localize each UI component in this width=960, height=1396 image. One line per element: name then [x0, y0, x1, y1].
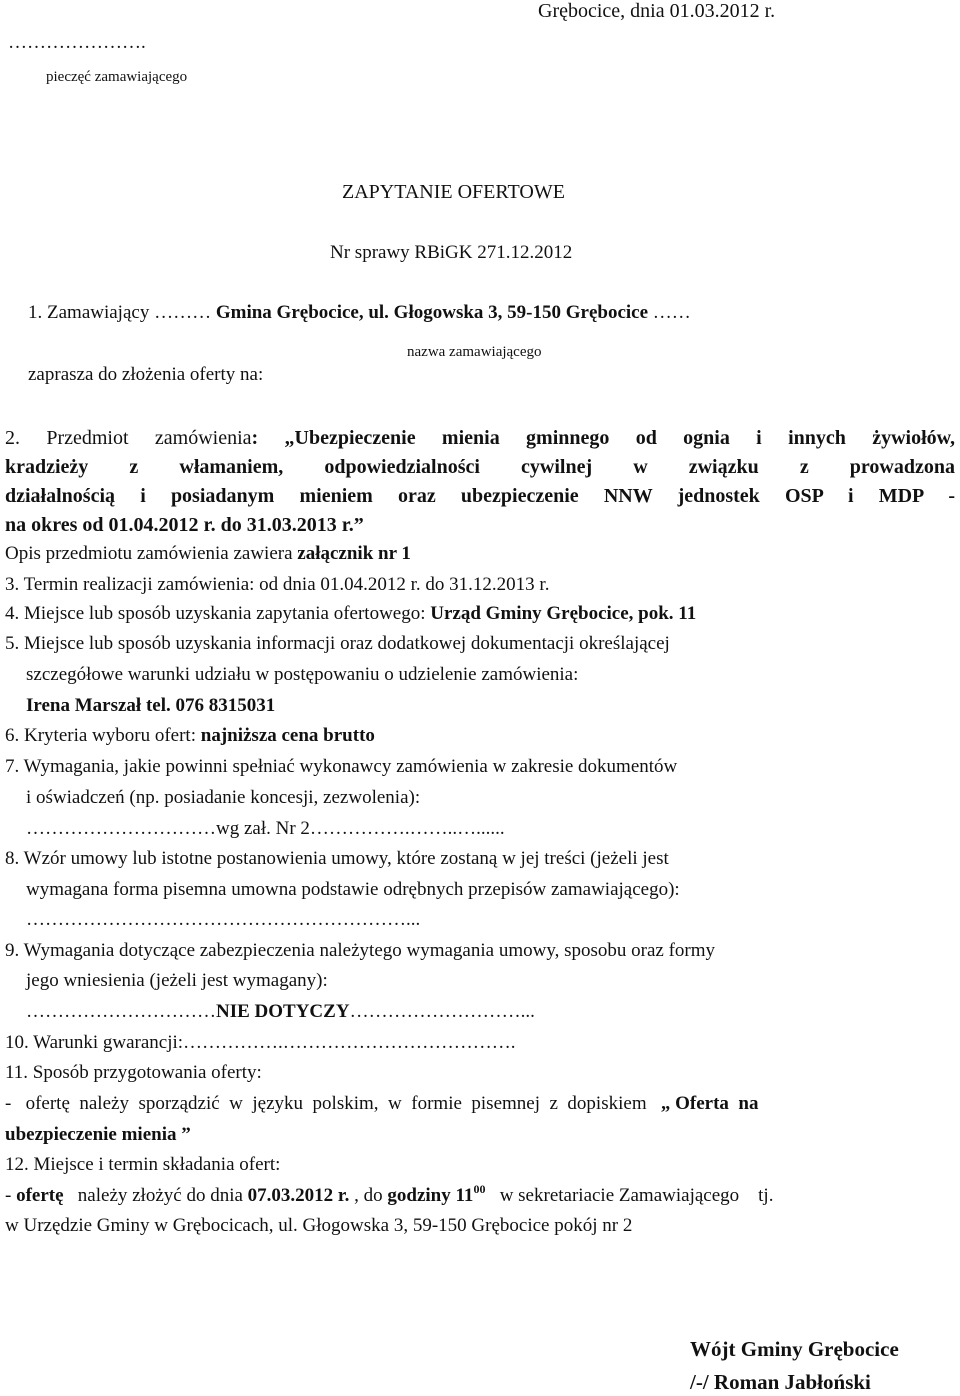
section-9-line-2: jego wniesienia (jeżeli jest wymagany): [26, 970, 328, 991]
section-11-heading: 11. Sposób przygotowania oferty: [5, 1062, 262, 1083]
section-12-line-1: - ofertę należy złożyć do dnia 07.03.2012 r. , do godziny $11^{00}$ w sekretariacie Zamawiającego tj. [5, 1182, 774, 1206]
section-9-line-1: 9. Wymagania dotyczące zabezpieczenia należytego wymagania umowy, sposobu oraz formy [5, 940, 716, 961]
section-10-warranty: 10. Warunki gwarancji:…………….………………………………. [5, 1032, 516, 1053]
section-3-deadline: 3. Termin realizacji zamówienia: od dnia 01.04.2012 r. do 31.12.2013 r. [5, 574, 550, 595]
section-11-line-2: ubezpieczenie mienia ” [5, 1124, 191, 1145]
section-7-line-1: 7. Wymagania, jakie powinni spełniać wykonawcy zamówienia w zakresie dokumentów [5, 756, 678, 777]
section-2-line-2: kradzieży z włamaniem, odpowiedzialności cywilnej w związku z prowadzona [5, 456, 955, 478]
section-11-line-1: - ofertę należy sporządzić w języku polskim, w formie pisemnej z dopiskiem „ Oferta na [5, 1093, 759, 1114]
section-2-line-1: 2. Przedmiot zamówienia: „Ubezpieczenie mienia gminnego od ognia i innych żywiołów, [5, 427, 955, 449]
section-8-line-2: wymagana forma pisemna umowna podstawie odrębnych przepisów zamawiającego): [26, 879, 680, 900]
section-12-heading: 12. Miejsce i termin składania ofert: [5, 1154, 281, 1175]
section-4-where-obtain: 4. Miejsce lub sposób uzyskania zapytania ofertowego: Urząd Gminy Grębocice, pok. 11 [5, 603, 697, 624]
stamp-dots: …………………. [8, 32, 146, 53]
signature-name: /-/ Roman Jabłoński [690, 1370, 871, 1394]
section-5-line-1: 5. Miejsce lub sposób uzyskania informacji oraz dodatkowej dokumentacji określającej [5, 633, 670, 654]
section-2-line-3: działalnością i posiadanym mieniem oraz ubezpieczenie NNW jednostek OSP i MDP - [5, 485, 955, 507]
section-8-line-1: 8. Wzór umowy lub istotne postanowienia umowy, które zostaną w jej treści (jeżeli jest [5, 848, 669, 869]
section-12-line-2: w Urzędzie Gminy w Grębocicach, ul. Głogowska 3, 59-150 Grębocice pokój nr 2 [5, 1215, 633, 1236]
section-7-line-3: …………………………wg zał. Nr 2…………….……..…...... [26, 818, 505, 839]
subject-description: Opis przedmiotu zamówienia zawiera załącznik nr 1 [5, 543, 411, 564]
section-2-line-4: na okres od 01.04.2012 r. do 31.03.2013 r.” [5, 514, 364, 536]
invitation-text: zaprasza do złożenia oferty na: [28, 364, 264, 385]
section-9-line-3: …………………………NIE DOTYCZY………………………... [26, 1001, 535, 1022]
case-number: Nr sprawy RBiGK 271.12.2012 [330, 242, 573, 263]
ordering-party-caption: nazwa zamawiającego [407, 344, 542, 360]
contact-person: Irena Marszał tel. 076 8315031 [26, 695, 276, 716]
section-6-criteria: 6. Kryteria wyboru ofert: najniższa cena brutto [5, 725, 375, 746]
signature-title: Wójt Gminy Grębocice [690, 1337, 899, 1361]
section-8-line-3: ……………………………………………………... [26, 909, 421, 930]
document-title: ZAPYTANIE OFERTOWE [342, 181, 565, 203]
section-5-line-2: szczegółowe warunki udziału w postępowaniu o udzielenie zamówienia: [26, 664, 579, 685]
place-date: Grębocice, dnia 01.03.2012 r. [538, 0, 776, 22]
stamp-caption: pieczęć zamawiającego [46, 69, 188, 85]
section-7-line-2: i oświadczeń (np. posiadanie koncesji, zezwolenia): [26, 787, 421, 808]
section-1-ordering-party: 1. Zamawiający ……… Gmina Grębocice, ul. Głogowska 3, 59-150 Grębocice …… [28, 302, 691, 323]
